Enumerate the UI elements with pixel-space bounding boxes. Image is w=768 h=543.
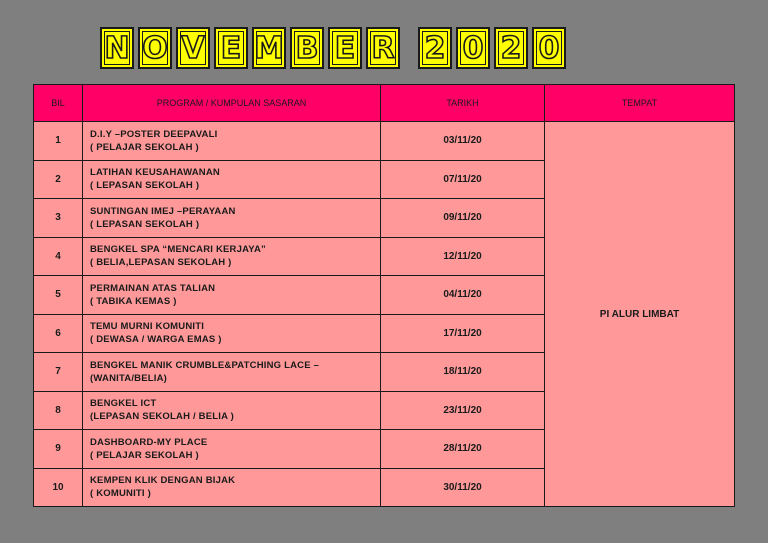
header-tempat: TEMPAT bbox=[545, 85, 735, 122]
cell-tarikh: 30/11/20 bbox=[381, 468, 545, 507]
cell-tarikh: 23/11/20 bbox=[381, 391, 545, 430]
program-target-group: ( PELAJAR SEKOLAH ) bbox=[90, 449, 199, 461]
cell-bil: 3 bbox=[34, 199, 83, 238]
program-target-group: ( PELAJAR SEKOLAH ) bbox=[90, 141, 199, 153]
cell-program bbox=[83, 353, 381, 392]
schedule-table bbox=[33, 84, 735, 507]
cell-tarikh: 09/11/20 bbox=[381, 199, 545, 238]
title-letter: E bbox=[214, 27, 248, 69]
program-name: TEMU MURNI KOMUNITI bbox=[90, 321, 205, 333]
cell-program bbox=[83, 314, 381, 353]
cell-bil: 6 bbox=[34, 314, 83, 353]
program-name: LATIHAN KEUSAHAWANAN bbox=[90, 167, 220, 179]
program-target-group: ( KOMUNITI ) bbox=[90, 488, 151, 500]
cell-bil: 2 bbox=[34, 160, 83, 199]
title-letter: V bbox=[176, 27, 210, 69]
program-target-group: (WANITA/BELIA) bbox=[90, 372, 168, 384]
title-space bbox=[404, 27, 414, 69]
cell-tarikh: 03/11/20 bbox=[381, 122, 545, 161]
header-program: PROGRAM / KUMPULAN SASARAN bbox=[83, 85, 381, 122]
header-tarikh: TARIKH bbox=[381, 85, 545, 122]
title-letter: 2 bbox=[418, 27, 452, 69]
header-bil: BIL bbox=[34, 85, 83, 122]
table-header-row bbox=[34, 85, 735, 122]
cell-tarikh: 12/11/20 bbox=[381, 237, 545, 276]
program-name: BENGKEL SPA “MENCARI KERJAYA” bbox=[90, 244, 266, 256]
cell-tarikh: 17/11/20 bbox=[381, 314, 545, 353]
title-letter: O bbox=[138, 27, 172, 69]
title-letter: 0 bbox=[532, 27, 566, 69]
title-letter: E bbox=[328, 27, 362, 69]
cell-program bbox=[83, 430, 381, 469]
program-target-group: ( LEPASAN SEKOLAH ) bbox=[90, 218, 200, 230]
cell-tarikh: 04/11/20 bbox=[381, 276, 545, 315]
title-letter: 2 bbox=[494, 27, 528, 69]
program-name: KEMPEN KLIK DENGAN BIJAK bbox=[90, 475, 236, 487]
program-target-group: (LEPASAN SEKOLAH / BELIA ) bbox=[90, 411, 235, 423]
cell-bil: 9 bbox=[34, 430, 83, 469]
cell-bil: 5 bbox=[34, 276, 83, 315]
program-name: SUNTINGAN IMEJ –PERAYAAN bbox=[90, 205, 236, 217]
cell-tarikh: 07/11/20 bbox=[381, 160, 545, 199]
table-row bbox=[34, 122, 735, 161]
program-target-group: ( TABIKA KEMAS ) bbox=[90, 295, 177, 307]
title-letter: R bbox=[366, 27, 400, 69]
program-target-group: ( LEPASAN SEKOLAH ) bbox=[90, 180, 200, 192]
cell-program bbox=[83, 276, 381, 315]
cell-bil: 1 bbox=[34, 122, 83, 161]
program-name: PERMAINAN ATAS TALIAN bbox=[90, 282, 216, 294]
title-letter: N bbox=[100, 27, 134, 69]
cell-program bbox=[83, 237, 381, 276]
title-letter: B bbox=[290, 27, 324, 69]
page-title bbox=[100, 24, 670, 72]
cell-program bbox=[83, 468, 381, 507]
cell-program bbox=[83, 160, 381, 199]
cell-tarikh: 28/11/20 bbox=[381, 430, 545, 469]
cell-bil: 4 bbox=[34, 237, 83, 276]
cell-program bbox=[83, 122, 381, 161]
program-name: DASHBOARD-MY PLACE bbox=[90, 436, 208, 448]
program-target-group: ( DEWASA / WARGA EMAS ) bbox=[90, 334, 222, 346]
cell-program bbox=[83, 391, 381, 430]
cell-tarikh: 18/11/20 bbox=[381, 353, 545, 392]
cell-program bbox=[83, 199, 381, 238]
program-name: BENGKEL MANIK CRUMBLE&PATCHING LACE – bbox=[90, 359, 320, 371]
cell-bil: 7 bbox=[34, 353, 83, 392]
cell-tempat: PI ALUR LIMBAT bbox=[545, 122, 735, 507]
cell-bil: 8 bbox=[34, 391, 83, 430]
cell-bil: 10 bbox=[34, 468, 83, 507]
program-name: D.I.Y –POSTER DEEPAVALI bbox=[90, 128, 218, 140]
title-letter: M bbox=[252, 27, 286, 69]
program-target-group: ( BELIA,LEPASAN SEKOLAH ) bbox=[90, 257, 232, 269]
program-name: BENGKEL ICT bbox=[90, 398, 157, 410]
title-letter: 0 bbox=[456, 27, 490, 69]
